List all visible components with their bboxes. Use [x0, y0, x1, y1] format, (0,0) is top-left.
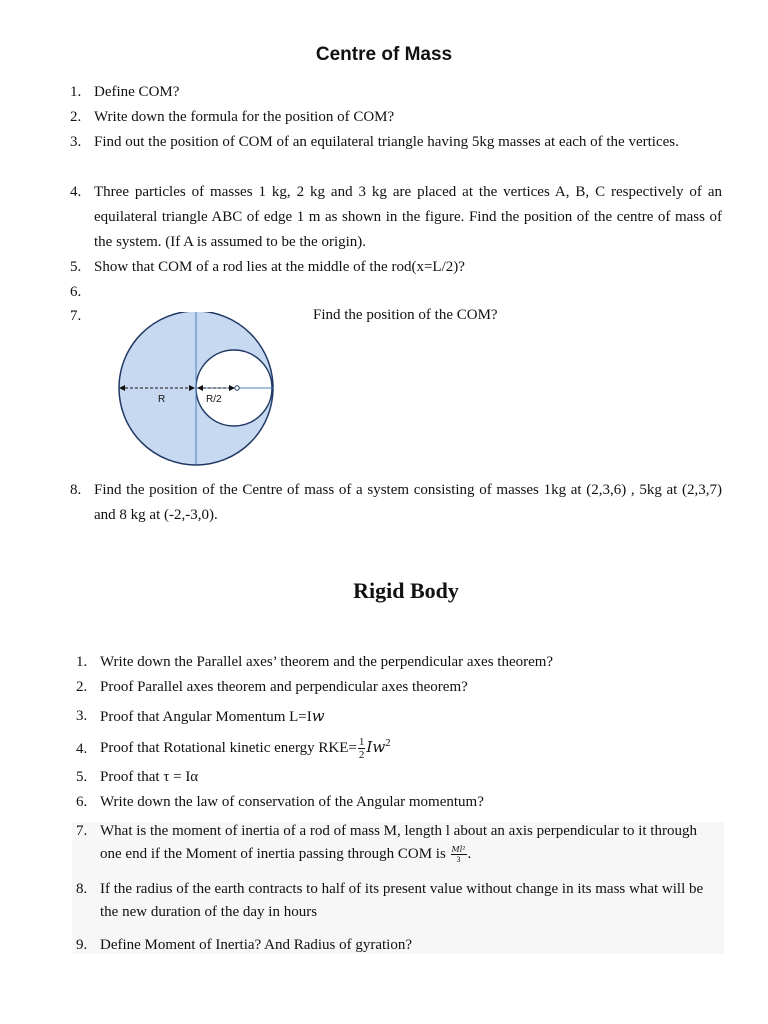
question-number: 8.: [76, 881, 88, 897]
question-text: [100, 731, 722, 761]
question-number: 7.: [76, 823, 88, 839]
question-number: 7.: [70, 308, 82, 324]
question-text: [100, 704, 722, 730]
com-question-3: [70, 130, 722, 180]
disc-with-cavity-figure: [112, 312, 282, 472]
question-text: Three particles of masses 1 kg, 2 kg and 3 kg are placed at the vertices A, B, C respectively of an equilateral triangle ABC of edge 1 m as shown in the figure. Find the position of the centre of mass of the system. (If A is assumed to be the origin).: [94, 184, 722, 250]
question-number: 1.: [76, 654, 88, 670]
question-number: 5.: [76, 769, 88, 785]
question-text: Define COM?: [94, 84, 180, 100]
question-text: Write down the formula for the position of COM?: [94, 109, 395, 125]
question-number: 8.: [70, 482, 82, 498]
rigid-question-8: [76, 878, 722, 928]
period: .: [467, 846, 472, 862]
omega-variable: w: [311, 707, 325, 725]
cavity-centre-dot: [235, 386, 239, 390]
question-text: Proof that τ = Iα: [100, 769, 199, 785]
question-number: 1.: [70, 84, 82, 100]
question-text: Find out the position of COM of an equilateral triangle having 5kg masses at each of the vertices.: [94, 134, 679, 150]
question-number: 3.: [70, 134, 82, 150]
question-number: 6.: [76, 794, 88, 810]
question-text: Proof Parallel axes theorem and perpendicular axes theorem?: [100, 679, 468, 695]
question-text: Write down the Parallel axes’ theorem and the perpendicular axes theorem?: [100, 654, 554, 670]
question-number: 9.: [76, 937, 88, 953]
com-question-8: [70, 478, 722, 528]
question-text: If the radius of the earth contracts to half of its present value without change in its mass what will be the new duration of the day in hours: [100, 881, 704, 920]
fraction-ml2-over-3: $\frac{\text{Ml²}}{3}$: [451, 845, 466, 865]
question-text: Write down the law of conservation of the Angular momentum?: [100, 794, 484, 810]
question-text-main: Proof that Angular Momentum L=I: [100, 709, 312, 725]
fraction-one-half: $\frac{1}{2}$: [358, 736, 365, 762]
question-text: Show that COM of a rod lies at the middle of the rod(x=L/2)?: [94, 259, 465, 275]
rigid-question-7: [76, 820, 722, 870]
label-R: R: [158, 394, 166, 405]
question-number: 2.: [70, 109, 82, 125]
question-text: [100, 820, 714, 866]
com-question-4: [70, 180, 722, 255]
question-number: 2.: [76, 679, 88, 695]
question-text: Find the position of the Centre of mass of a system consisting of masses 1kg at (2,3,6) , 5kg at (2,3,7) and 8 kg at (-2,-3,0).: [94, 482, 722, 523]
exponent: 2: [385, 737, 391, 749]
question-text-main: Proof that Rotational kinetic energy RKE=: [100, 740, 357, 756]
iw-variable: Iw: [366, 738, 386, 756]
question-number: 4.: [70, 184, 82, 200]
label-R2: R/2: [206, 394, 222, 405]
question-number: 5.: [70, 259, 82, 275]
question-text: Define Moment of Inertia? And Radius of gyration?: [100, 937, 412, 953]
question-number: 6.: [70, 284, 82, 300]
com-question-7-text: Find the position of the COM?: [313, 307, 498, 323]
question-number: 3.: [76, 708, 88, 724]
question-text-main: What is the moment of inertia of a rod of mass M, length l about an axis perpendicular to it through one end if the Moment of inertia passing through COM is: [100, 823, 697, 862]
page-title-rigid-body: Rigid Body: [353, 578, 459, 603]
page-title-centre-of-mass: Centre of Mass: [315, 44, 453, 65]
question-number: 4.: [76, 741, 88, 757]
